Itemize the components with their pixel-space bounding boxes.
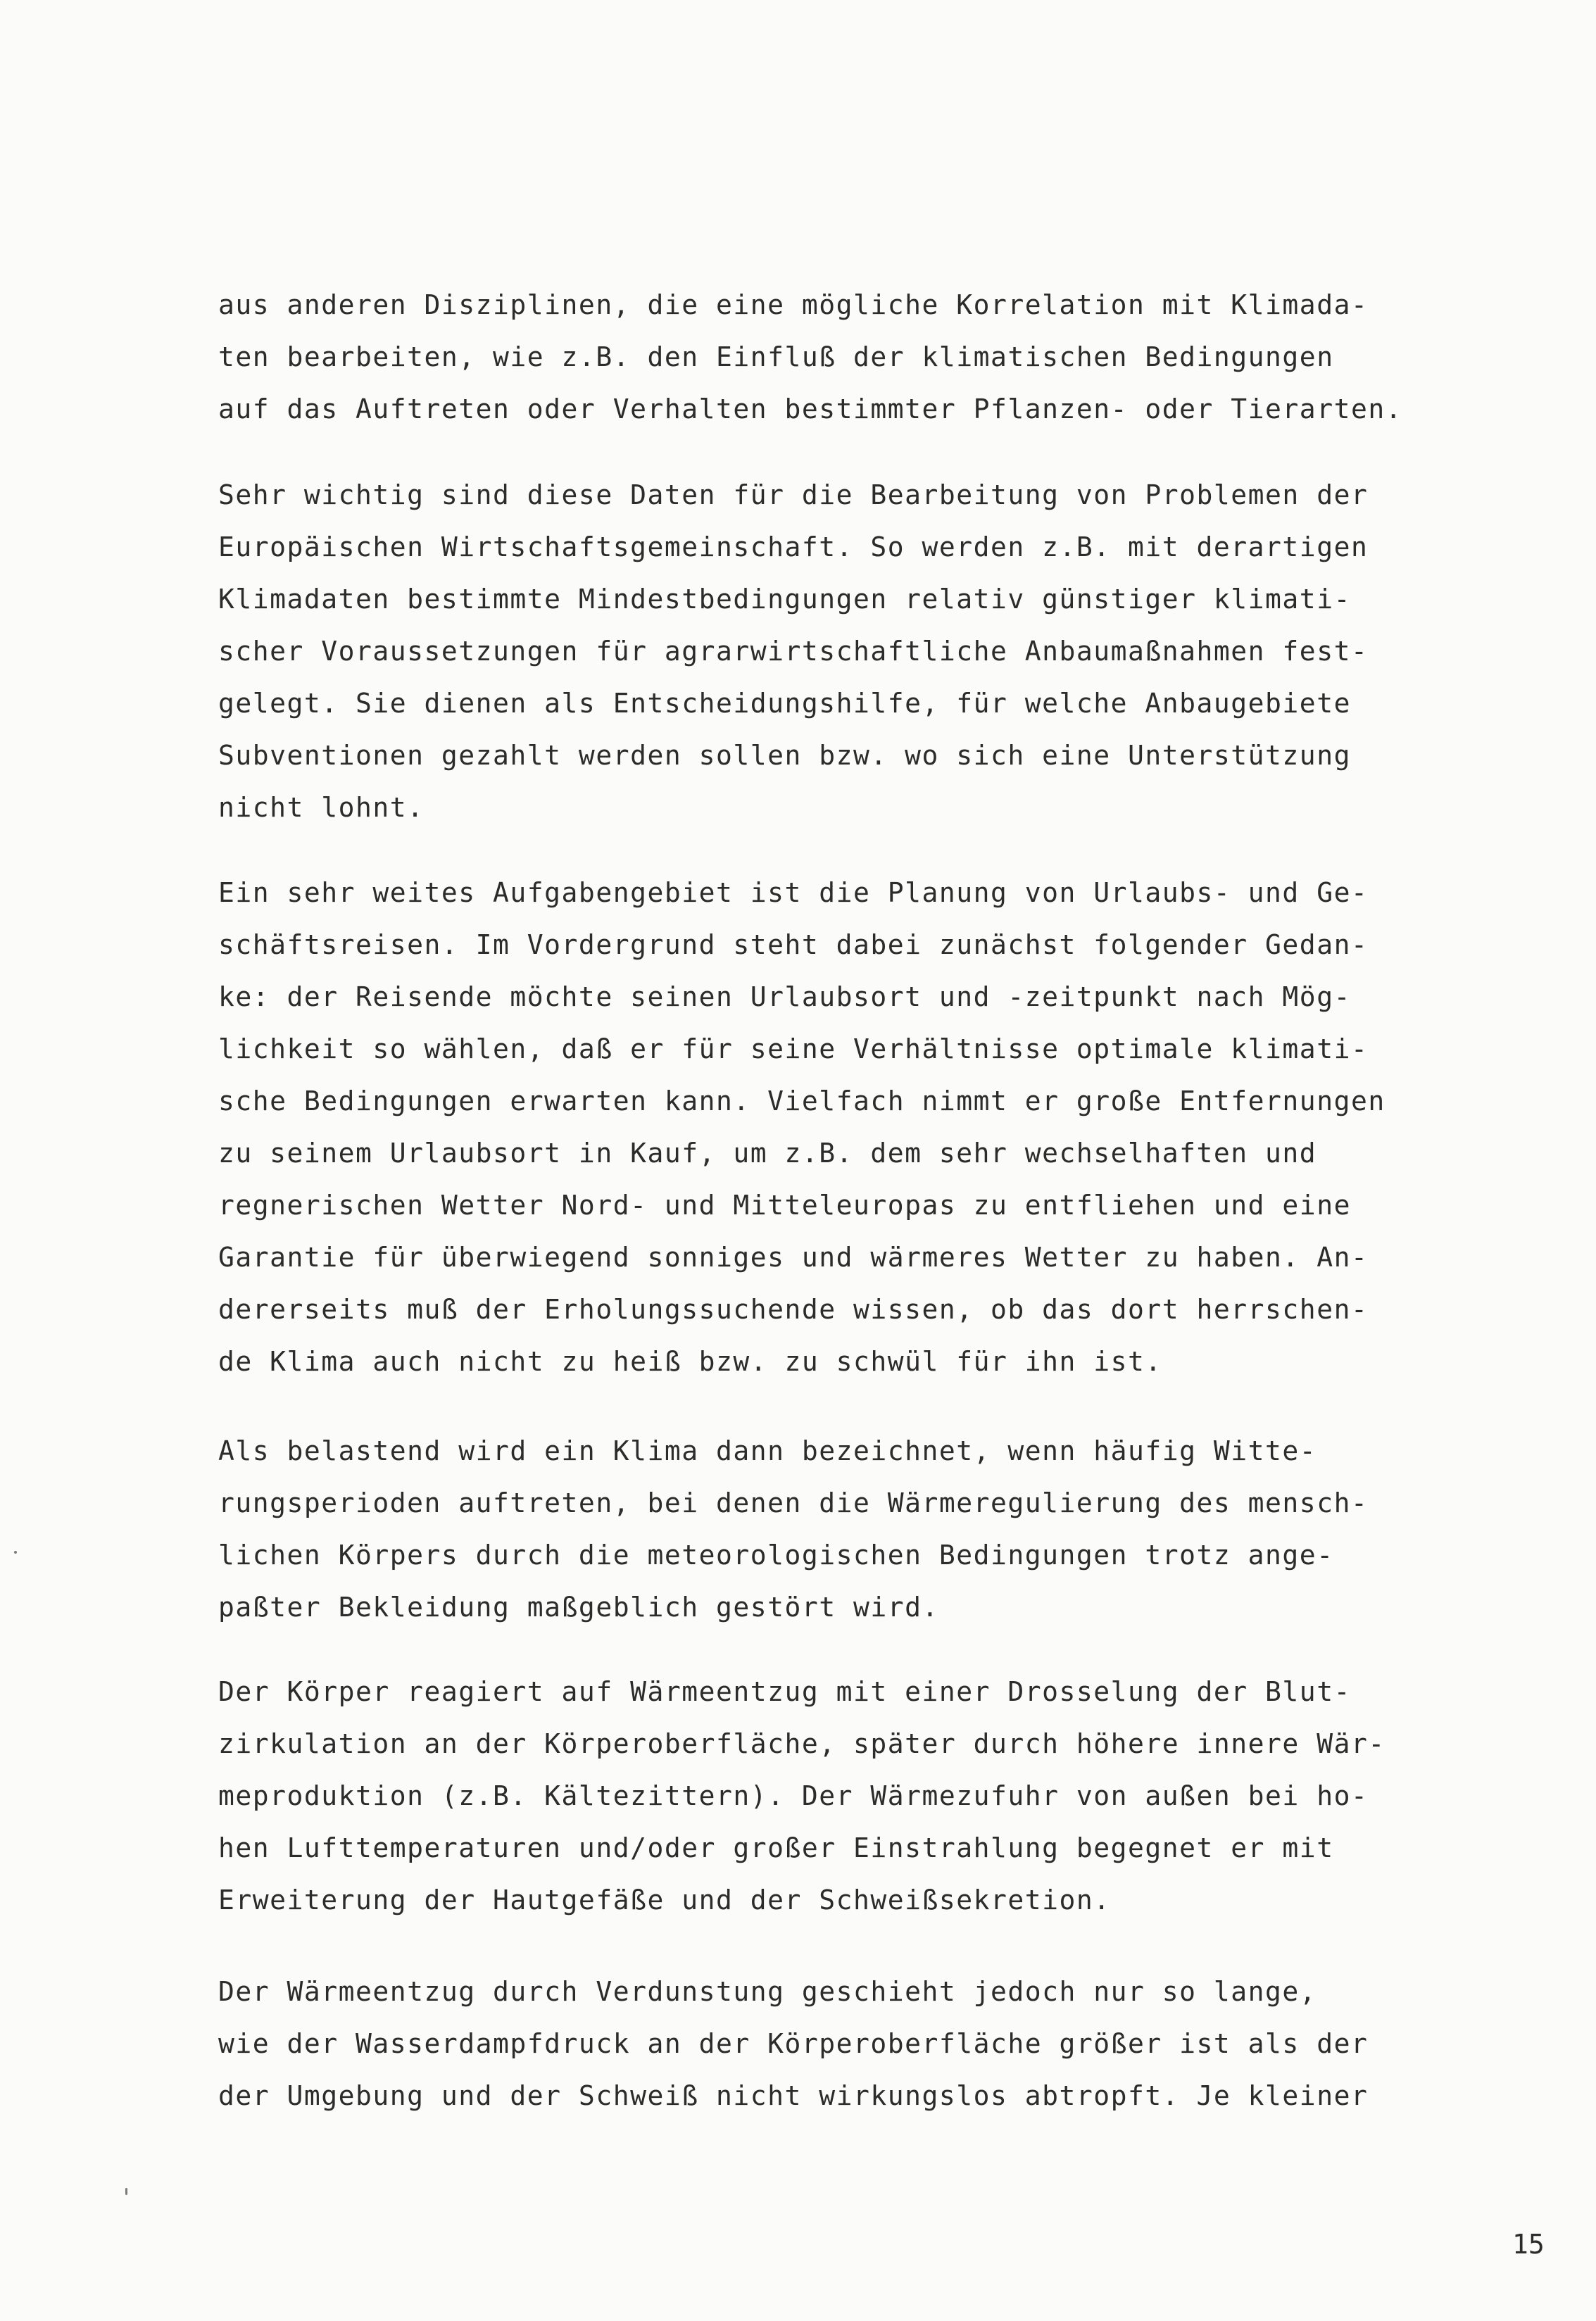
text-line: lichen Körpers durch die meteorologischen Bedingungen trotz ange-	[218, 1540, 1334, 1571]
text-line: der Umgebung und der Schweiß nicht wirkungslos abtropft. Je kleiner	[218, 2080, 1369, 2111]
text-line: paßter Bekleidung maßgeblich gestört wird.	[218, 1592, 939, 1623]
text-line: nicht lohnt.	[218, 792, 425, 823]
text-line: zirkulation an der Körperoberfläche, später durch höhere innere Wär-	[218, 1728, 1385, 1759]
text-line: sche Bedingungen erwarten kann. Vielfach nimmt er große Entfernungen	[218, 1086, 1385, 1117]
text-line: ke: der Reisende möchte seinen Urlaubsort und -zeitpunkt nach Mög-	[218, 981, 1351, 1012]
text-line: de Klima auch nicht zu heiß bzw. zu schwül für ihn ist.	[218, 1346, 1162, 1377]
page-number: 15	[1512, 2229, 1545, 2260]
text-line: dererseits muß der Erholungssuchende wissen, ob das dort herrschen-	[218, 1294, 1369, 1325]
text-line: Sehr wichtig sind diese Daten für die Bearbeitung von Problemen der	[218, 479, 1369, 510]
text-line: meproduktion (z.B. Kältezittern). Der Wärmezufuhr von außen bei ho-	[218, 1780, 1369, 1811]
text-line: regnerischen Wetter Nord- und Mitteleuropas zu entfliehen und eine	[218, 1190, 1351, 1221]
text-line: aus anderen Disziplinen, die eine mögliche Korrelation mit Klimada-	[218, 289, 1369, 320]
paper-speck	[14, 1551, 17, 1554]
text-line: Ein sehr weites Aufgabengebiet ist die Planung von Urlaubs- und Ge-	[218, 877, 1369, 908]
text-line: rungsperioden auftreten, bei denen die Wärmeregulierung des mensch-	[218, 1487, 1369, 1518]
text-line: Erweiterung der Hautgefäße und der Schweißsekretion.	[218, 1885, 1111, 1916]
paragraph-body-reaction	[218, 1666, 1507, 1926]
text-line: ten bearbeiten, wie z.B. den Einfluß der klimatischen Bedingungen	[218, 341, 1334, 372]
text-line: Der Wärmeentzug durch Verdunstung geschieht jedoch nur so lange,	[218, 1976, 1317, 2007]
paragraph-disciplines	[218, 279, 1507, 435]
paragraph-evaporation	[218, 1965, 1507, 2122]
paper-speck	[125, 2188, 127, 2195]
text-line: Garantie für überwiegend sonniges und wärmeres Wetter zu haben. An-	[218, 1242, 1369, 1273]
text-line: lichkeit so wählen, daß er für seine Verhältnisse optimale klimati-	[218, 1033, 1369, 1064]
paragraph-travel-planning	[218, 867, 1507, 1388]
text-line: zu seinem Urlaubsort in Kauf, um z.B. dem sehr wechselhaften und	[218, 1138, 1317, 1169]
text-line: scher Voraussetzungen für agrarwirtschaftliche Anbaumaßnahmen fest-	[218, 636, 1369, 667]
paragraph-stressful-climate	[218, 1425, 1507, 1633]
text-line: Klimadaten bestimmte Mindestbedingungen relativ günstiger klimati-	[218, 584, 1351, 615]
text-line: auf das Auftreten oder Verhalten bestimmter Pflanzen- oder Tierarten.	[218, 394, 1403, 424]
text-line: gelegt. Sie dienen als Entscheidungshilfe, für welche Anbaugebiete	[218, 688, 1351, 719]
text-line: Europäischen Wirtschaftsgemeinschaft. So werden z.B. mit derartigen	[218, 531, 1369, 562]
text-line: Subventionen gezahlt werden sollen bzw. wo sich eine Unterstützung	[218, 740, 1351, 771]
text-line: hen Lufttemperaturen und/oder großer Einstrahlung begegnet er mit	[218, 1832, 1334, 1863]
text-line: Der Körper reagiert auf Wärmeentzug mit einer Drosselung der Blut-	[218, 1676, 1351, 1707]
text-line: Als belastend wird ein Klima dann bezeichnet, wenn häufig Witte-	[218, 1435, 1317, 1466]
text-line: wie der Wasserdampfdruck an der Körperoberfläche größer ist als der	[218, 2028, 1369, 2059]
text-line: schäftsreisen. Im Vordergrund steht dabei zunächst folgender Gedan-	[218, 929, 1369, 960]
paragraph-ewg	[218, 469, 1507, 834]
